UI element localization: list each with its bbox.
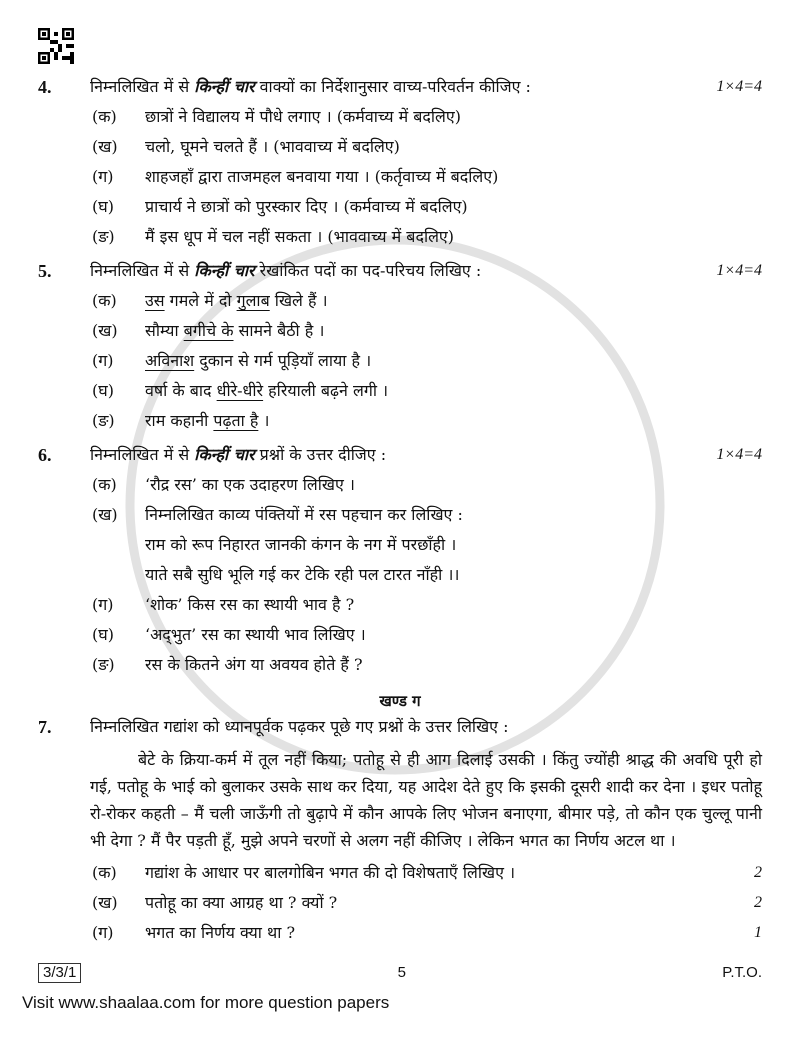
page-footer — [38, 962, 762, 984]
question-6-text: निम्नलिखित में से किन्हीं चार प्रश्नों के उत्तर दीजिए : — [90, 445, 387, 464]
item-text: शाहजहाँ द्वारा ताजमहल बनवाया गया । (कर्तृवाच्य में बदलिए) — [145, 167, 499, 186]
item-label: (ङ) — [92, 655, 115, 674]
item-text: ‘रौद्र रस’ का एक उदाहरण लिखिए । — [145, 475, 355, 494]
item-text: भगत का निर्णय क्या था ? — [145, 923, 296, 942]
question-7 — [38, 716, 762, 738]
item-text: गद्यांश के आधार पर बालगोबिन भगत की दो विशेषताएँ लिखिए । — [145, 863, 516, 882]
question-5-text: निम्नलिखित में से किन्हीं चार रेखांकित पदों का पद-परिचय लिखिए : — [90, 261, 482, 280]
item-label: (ग) — [92, 923, 114, 942]
question-7-text: निम्नलिखित गद्यांश को ध्यानपूर्वक पढ़कर पूछे गए प्रश्नों के उत्तर लिखिए : — [90, 717, 509, 736]
item-text: निम्नलिखित काव्य पंक्तियों में रस पहचान कर लिखिए : — [145, 505, 463, 524]
item-label: (घ) — [92, 381, 114, 400]
marks: 2 — [754, 864, 762, 881]
section-heading: खण्ड ग — [379, 692, 421, 710]
item-text: राम कहानी पढ़ता है । — [145, 411, 270, 430]
item-label: (ख) — [92, 321, 118, 340]
question-number: 6. — [38, 445, 52, 465]
item-text: रस के कितने अंग या अवयव होते हैं ? — [145, 655, 363, 674]
item-text: वर्षा के बाद धीरे-धीरे हरियाली बढ़ने लगी । — [145, 381, 389, 400]
item-label: (क) — [92, 863, 117, 882]
marks: 1×4=4 — [716, 446, 762, 463]
visit-link[interactable]: Visit www.shaalaa.com for more question papers — [22, 993, 390, 1012]
item-text: प्राचार्य ने छात्रों को पुरस्कार दिए । (कर्मवाच्य में बदलिए) — [145, 197, 468, 216]
item-label: (ख) — [92, 505, 118, 524]
question-6 — [38, 444, 762, 466]
item-label: (ख) — [92, 137, 118, 156]
item-text: अविनाश दुकान से गर्म पूड़ियाँ लाया है । — [145, 351, 372, 370]
item-text: ‘अद्‌भुत’ रस का स्थायी भाव लिखिए । — [145, 625, 366, 644]
item-label: (ग) — [92, 351, 114, 370]
question-4-text: निम्नलिखित में से किन्हीं चार वाक्यों का निर्देशानुसार वाच्य-परिवर्तन कीजिए : — [90, 77, 531, 96]
item-label: (ङ) — [92, 411, 115, 430]
item-text: सौम्या बगीचे के सामने बैठी है । — [145, 321, 325, 340]
page-number: 5 — [397, 964, 406, 981]
item-text: ‘शोक’ किस रस का स्थायी भाव है ? — [145, 595, 355, 614]
passage: बेटे के क्रिया-कर्म में तूल नहीं किया; पतोहू से ही आग दिलाई उसकी । किंतु ज्योंही श्राद्ध की अवधि पूरी हो गई, पतोहू के भाई को बुलाकर उसके साथ कर दिया, यह आदेश देते हुए कि इसकी दूसरी शादी कर देना । इधर पतोहू रो-रोकर कहती – मैं चली जाऊँगी तो बुढ़ापे में कौन आपके लिए भोजन बनाएगा, बीमार पड़े, तो कौन एक चुल्लू पानी भी देगा ? मैं पैर पड़ती हूँ, मुझे अपने चरणों से अलग नहीं कीजिए । लेकिन भगत का निर्णय अटल था । — [90, 750, 762, 850]
item-label: (ङ) — [92, 227, 115, 246]
marks: 1×4=4 — [716, 78, 762, 95]
item-text: चलो, घूमने चलते हैं । (भाववाच्य में बदलिए) — [145, 137, 400, 156]
pto-label: P.T.O. — [722, 964, 762, 981]
item-label: (ग) — [92, 595, 114, 614]
item-label: (ग) — [92, 167, 114, 186]
item-text: पतोहू का क्या आग्रह था ? क्यों ? — [145, 893, 338, 912]
question-number: 5. — [38, 261, 52, 281]
item-label: (ख) — [92, 893, 118, 912]
item-text: उस गमले में दो गुलाब खिले हैं । — [145, 291, 328, 310]
question-5 — [38, 260, 762, 282]
marks: 2 — [754, 894, 762, 911]
item-label: (घ) — [92, 625, 114, 644]
question-4 — [38, 76, 762, 98]
qr-code — [38, 28, 74, 64]
item-label: (क) — [92, 475, 117, 494]
item-label: (क) — [92, 291, 117, 310]
item-text: मैं इस धूप में चल नहीं सकता । (भाववाच्य में बदलिए) — [145, 227, 455, 246]
item-label: (घ) — [92, 197, 114, 216]
marks: 1×4=4 — [716, 262, 762, 279]
poem-line: राम को रूप निहारत जानकी कंगन के नग में परछाँही । — [145, 535, 457, 554]
question-number: 4. — [38, 77, 52, 97]
poem-line: याते सबै सुधि भूलि गई कर टेकि रही पल टारत नाँही ।। — [145, 565, 460, 584]
question-number: 7. — [38, 717, 52, 737]
paper-code: 3/3/1 — [38, 963, 81, 983]
item-text: छात्रों ने विद्यालय में पौधे लगाए । (कर्मवाच्य में बदलिए) — [145, 107, 461, 126]
item-label: (क) — [92, 107, 117, 126]
marks: 1 — [754, 924, 762, 941]
